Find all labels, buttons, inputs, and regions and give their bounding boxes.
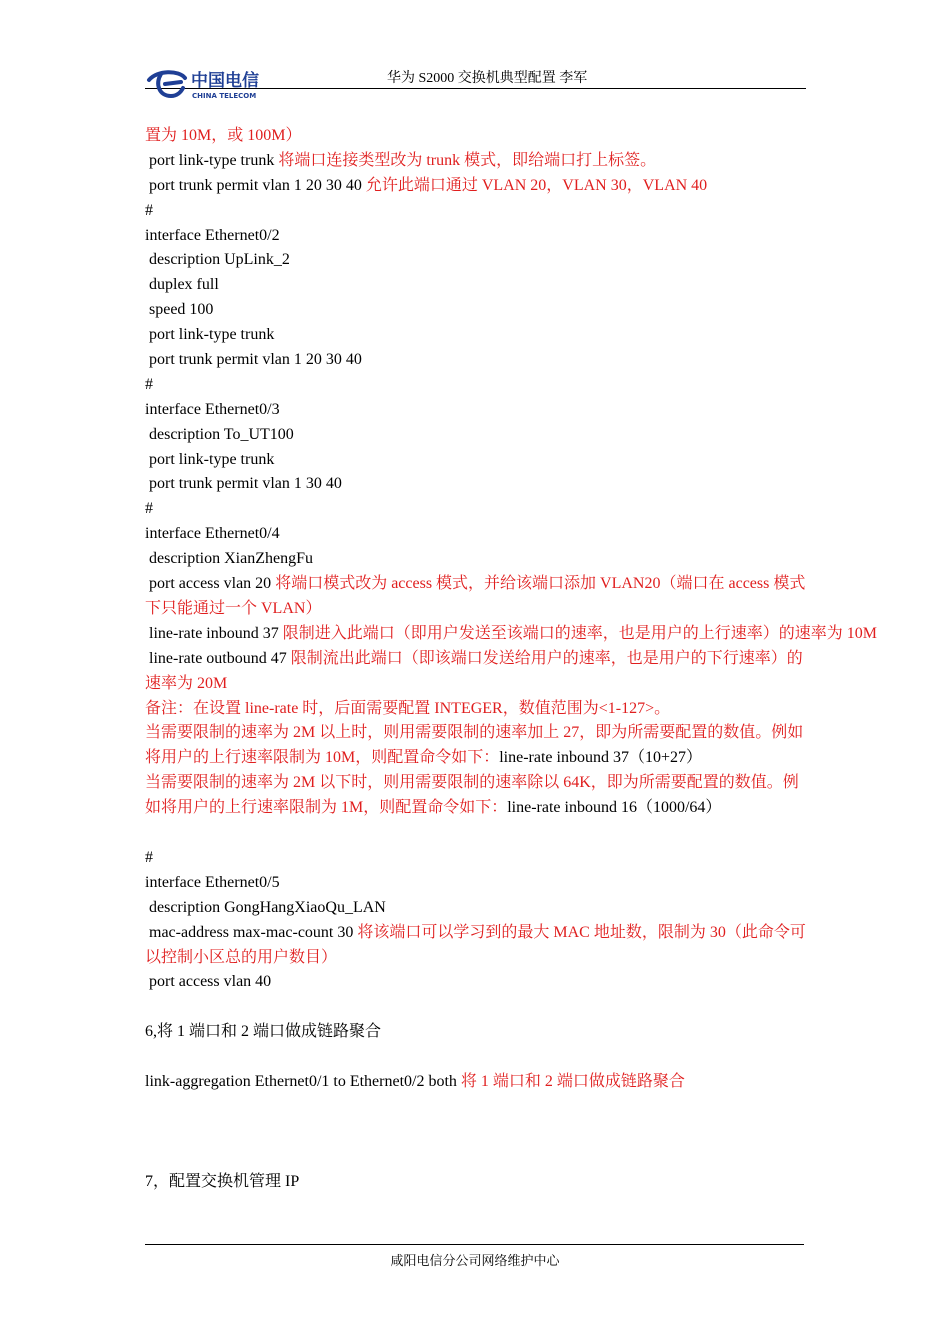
doc-line [145,647,810,697]
doc-line [145,323,810,348]
config-command: port trunk permit vlan 1 20 30 40 [145,176,362,194]
annotation-note: 当需要限制的速率为 2M 以下时，则用需要限制的速率除以 64K，即为所需要配置的数值。例如将用户的上行速率限制为 1M，则配置命令如下： [145,774,799,817]
example-command: line-rate inbound 37（10+27） [499,749,703,767]
config-command: description UpLink_2 [145,251,290,269]
config-command: interface Ethernet0/2 [145,226,280,244]
doc-line [145,199,810,224]
config-command: port link-type trunk [145,151,275,169]
annotation-note: 备注：在设置 line-rate 时，后面需要配置 INTEGER，数值范围为<1-127>。 [145,699,671,717]
blank-line [145,1045,810,1070]
annotation-note: 限制流出此端口（即该端口发送给用户的速率，也是用户的下行速率）的速率为 20M [145,649,803,692]
config-command: # [145,201,153,219]
footer-rule [145,1244,804,1245]
doc-line [145,373,810,398]
config-command: description GongHangXiaoQu_LAN [145,898,386,916]
doc-line [145,1070,810,1095]
doc-line [145,174,810,199]
config-command: interface Ethernet0/3 [145,400,280,418]
config-command: port trunk permit vlan 1 30 40 [145,475,342,493]
doc-line [145,298,810,323]
config-command: interface Ethernet0/5 [145,873,280,891]
config-command: speed 100 [145,301,214,319]
config-command: port access vlan 20 [145,575,272,593]
doc-line [145,1170,810,1195]
doc-line [145,248,810,273]
config-command: mac-address max-mac-count 30 [145,923,354,941]
config-command: # [145,375,153,393]
doc-line [145,522,810,547]
page-header [145,60,806,100]
config-command: line-rate outbound 47 [145,649,287,667]
doc-line [145,572,810,622]
doc-line [145,273,810,298]
doc-line [145,448,810,473]
blank-line [145,1120,810,1145]
annotation-note: 限制进入此端口（即用户发送至该端口的速率，也是用户的上行速率）的速率为 10M [278,624,877,642]
doc-line [145,348,810,373]
config-command: # [145,500,153,518]
config-command: 6,将 1 端口和 2 端口做成链路聚合 [145,1023,382,1041]
china-telecom-logo [145,66,275,102]
example-command: line-rate inbound 16（1000/64） [507,799,722,817]
doc-line [145,846,810,871]
doc-line [145,423,810,448]
header-title: 华为 S2000 交换机典型配置 李军 [387,71,588,86]
blank-line [145,1095,810,1120]
doc-line [145,697,810,722]
doc-line [145,497,810,522]
config-command: duplex full [145,276,219,294]
config-command: port trunk permit vlan 1 20 30 40 [145,351,362,369]
annotation-note: 将 1 端口和 2 端口做成链路聚合 [456,1073,685,1091]
doc-line [145,921,810,971]
doc-line [145,472,810,497]
config-command: description XianZhengFu [145,550,313,568]
doc-line [145,547,810,572]
config-command: link-aggregation Ethernet0/1 to Ethernet0/2 both [145,1073,457,1091]
config-command: # [145,848,153,866]
doc-line [145,398,810,423]
config-command: port link-type trunk [145,450,275,468]
blank-line [145,995,810,1020]
annotation-note: 当需要限制的速率为 2M 以上时，则用需要限制的速率加上 27，即为所需要配置的数值。例如将用户的上行速率限制为 10M，则配置命令如下： [145,724,804,767]
doc-line [145,970,810,995]
doc-line [145,224,810,249]
blank-line [145,1145,810,1170]
annotation-note: 将端口连接类型改为 trunk 模式，即给端口打上标签。 [274,151,657,169]
doc-line [145,721,810,771]
annotation-note: 将端口模式改为 access 模式，并给该端口添加 VLAN20（端口在 access 模式下只能通过一个 VLAN） [145,575,806,617]
config-command: interface Ethernet0/4 [145,525,280,543]
blank-line [145,821,810,846]
annotation-note: 允许此端口通过 VLAN 20，VLAN 30，VLAN 40 [361,176,708,194]
config-command: port link-type trunk [145,326,275,344]
config-command: port access vlan 40 [145,973,272,991]
doc-line [145,1020,810,1045]
doc-line [145,622,877,647]
document-body [145,124,877,1194]
doc-line [145,771,810,821]
annotation-note: 将该端口可以学习到的最大 MAC 地址数，限制为 30（此命令可以控制小区总的用户数目） [145,923,806,966]
config-command: description To_UT100 [145,425,294,443]
annotation-note: 置为 10M，或 100M） [145,127,302,144]
footer-text: 咸阳电信分公司网络维护中心 [390,1253,560,1268]
logo-cn-text: 中国电信 [191,71,259,91]
doc-line [145,896,810,921]
config-command: 7，配置交换机管理 IP [145,1172,300,1190]
doc-line [145,124,810,149]
logo-en-text: CHINA TELECOM [192,92,257,100]
doc-line [145,871,810,896]
doc-line [145,149,810,174]
config-command: line-rate inbound 37 [145,624,279,642]
